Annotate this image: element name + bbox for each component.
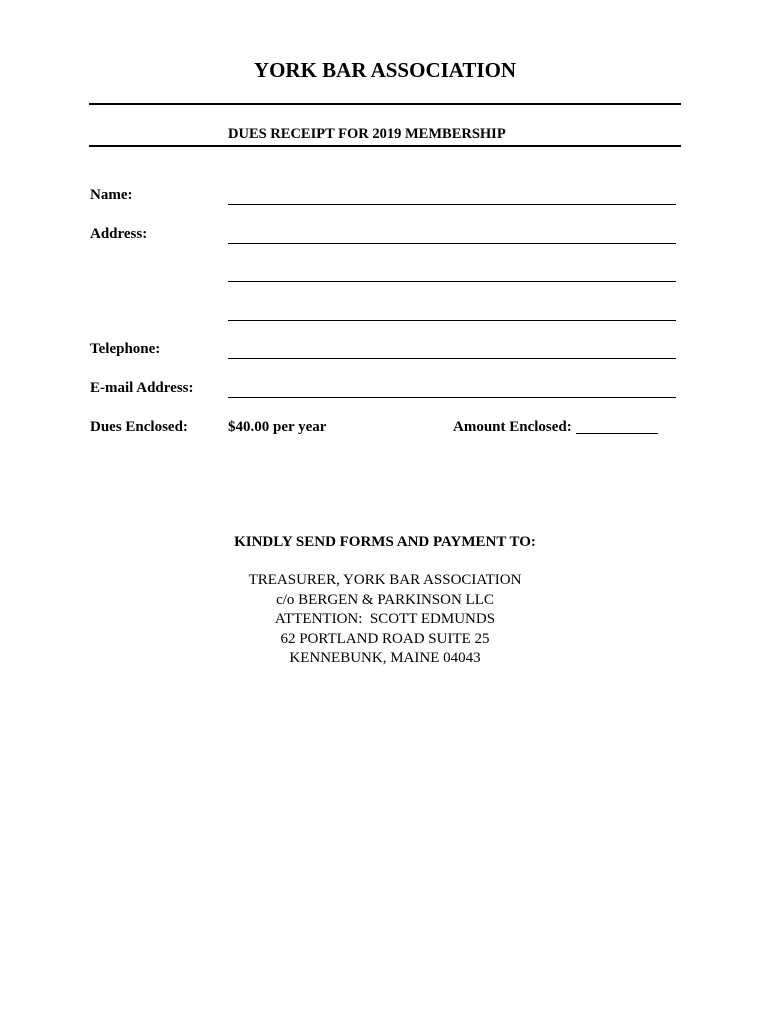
telephone-label: Telephone: [90, 341, 161, 357]
email-field-line[interactable] [228, 397, 676, 398]
mailing-address-line: ATTENTION: SCOTT EDMUNDS [274, 611, 496, 627]
email-label: E-mail Address: [90, 380, 194, 396]
mailing-address-line: 62 PORTLAND ROAD SUITE 25 [280, 630, 490, 647]
address-field-line-1[interactable] [228, 243, 676, 244]
mailing-address-line: c/o BERGEN & PARKINSON LLC [276, 591, 494, 608]
amount-enclosed [453, 419, 658, 436]
title-divider-top [89, 103, 681, 105]
amount-enclosed-field-line[interactable] [576, 433, 658, 434]
dues-label: Dues Enclosed: [90, 419, 188, 435]
title-divider-bottom [89, 145, 681, 147]
dues-value: $40.00 per year [228, 419, 327, 435]
address-field-line-2[interactable] [228, 281, 676, 282]
address-field-line-3[interactable] [228, 320, 676, 321]
document-title: YORK BAR ASSOCIATION [253, 58, 517, 82]
address-label: Address: [90, 226, 148, 242]
mailing-address-line: KENNEBUNK, MAINE 04043 [289, 650, 481, 666]
document-subtitle: DUES RECEIPT FOR 2019 MEMBERSHIP [228, 126, 506, 142]
mailing-address-block [0, 571, 770, 669]
name-field-line[interactable] [228, 204, 676, 205]
amount-enclosed-label: Amount Enclosed: [453, 419, 572, 435]
name-label: Name: [90, 187, 133, 203]
send-to-heading: KINDLY SEND FORMS AND PAYMENT TO: [234, 534, 536, 550]
mailing-address-line: TREASURER, YORK BAR ASSOCIATION [248, 572, 522, 588]
telephone-field-line[interactable] [228, 358, 676, 359]
